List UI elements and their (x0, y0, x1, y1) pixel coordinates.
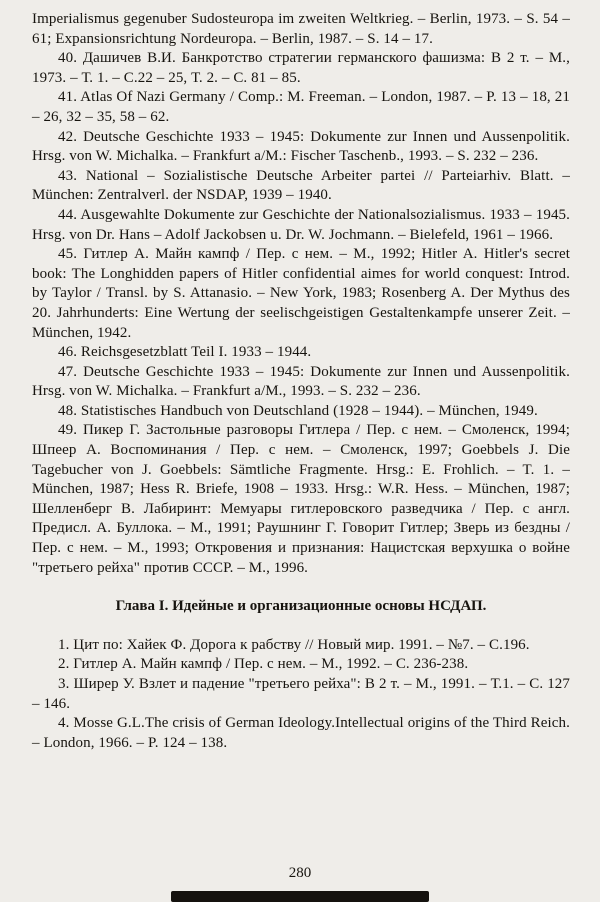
chapter-heading: Глава I. Идейные и организационные основы НСДАП. (115, 598, 487, 615)
bibliography-entry-44: 44. Ausgewahlte Dokumente zur Geschichte der Nationalsozialismus. 1933 – 1945. Hrsg. von Dr. Hans – Adolf Jackobsen u. Dr. W. Jochmann. – Bielefeld, 1961 – 1966. (32, 206, 570, 243)
chapter-note-1: 1. Цит по: Хайек Ф. Дорога к рабству // Новый мир. 1991. – №7. – С.196. (58, 636, 530, 653)
bibliography-entry-47: 47. Deutsche Geschichte 1933 – 1945: Dokumente zur Innen und Aussenpolitik. Hrsg. von W. Michalka. – Frankfurt a/M., 1993. – S. 232 – 236. (32, 363, 570, 400)
bibliography-entry-48: 48. Statistisches Handbuch von Deutschland (1928 – 1944). – München, 1949. (58, 402, 538, 419)
bibliography-entry-43: 43. National – Sozialistische Deutsche Arbeiter partei // Parteiarhiv. Blatt. – München: Zentralverl. der NSDAP, 1939 – 1940. (32, 167, 570, 204)
bibliography-entry-42: 42. Deutsche Geschichte 1933 – 1945: Dokumente zur Innen und Aussenpolitik. Hrsg. von W. Michalka. – Frankfurt a/M.: Fischer Taschenb., 1993. – S. 232 – 236. (32, 128, 570, 165)
chapter-note-4: 4. Mosse G.L.The crisis of German Ideology.Intellectual origins of the Third Reich. – London, 1966. – P. 124 – 138. (32, 715, 570, 751)
chapter-note-3: 3. Ширер У. Взлет и падение "третьего рейха": В 2 т. – М., 1991. – Т.1. – С. 127 – 146. (32, 676, 570, 712)
bibliography-entry-continuation: Imperialismus gegenuber Sudosteuropa im zweiten Weltkrieg. – Berlin, 1973. – S. 54 – 61; Expansionsrichtung Nordeuropa. – Berlin, 1987. – S. 14 – 17. (32, 11, 570, 47)
chapter-note-2: 2. Гитлер А. Майн кампф / Пер. с нем. – М., 1992. – С. 236-238. (58, 656, 469, 673)
bibliography-entry-41: 41. Atlas Of Nazi Germany / Comp.: M. Freeman. – London, 1987. – P. 13 – 18, 21 – 26, 32 – 35, 58 – 62. (32, 89, 570, 125)
page-number: 280 (288, 865, 312, 881)
bibliography-entry-40: 40. Дашичев В.И. Банкротство стратегии германского фашизма: В 2 т. – М., 1973. – Т. 1. – С.22 – 25, Т. 2. – С. 81 – 85. (32, 50, 570, 86)
scan-artifact-bar (171, 891, 429, 902)
bibliography-entry-45: 45. Гитлер А. Майн кампф / Пер. с нем. – М., 1992; Hitler A. Hitler's secret book: The Longhidden papers of Hitler confidential aimes for world conquest: Introd. by Taylor / Transl. by S. Attanasio. – New York, 1983; Rosenberg A. Der Mythus des 20. Jahrhunderts: Eine Wertung der seelischgeistigen Gestaltenkampfe unserer Zeit. – München, 1942. (32, 246, 570, 341)
bibliography-entry-49: 49. Пикер Г. Застольные разговоры Гитлера / Пер. с нем. – Смоленск, 1994; Шпеер А. Воспоминания / Пер. с нем. – Смоленск, 1997; Goebbels J. Die Tagebucher von J. Goebbels: Sämtliche Fragmente. Hrsg.: E. Frohlich. – T. 1. – München, 1987; Hess R. Briefe, 1908 – 1933. Hrsg.: W.R. Hess. – München, 1987; Шелленберг В. Лабиринт: Мемуары гитлеровского разведчика / Пер. с англ. Предисл. А. Буллока. – М., 1991; Раушнинг Г. Говорит Гитлер; Зверь из бездны / Пер. с нем. – М., 1993; Откровения и признания: Нацистская верхушка о войне "третьего рейха" против СССР. – М., 1996. (32, 422, 570, 576)
bibliography-entry-46: 46. Reichsgesetzblatt Teil I. 1933 – 1944. (58, 344, 312, 361)
